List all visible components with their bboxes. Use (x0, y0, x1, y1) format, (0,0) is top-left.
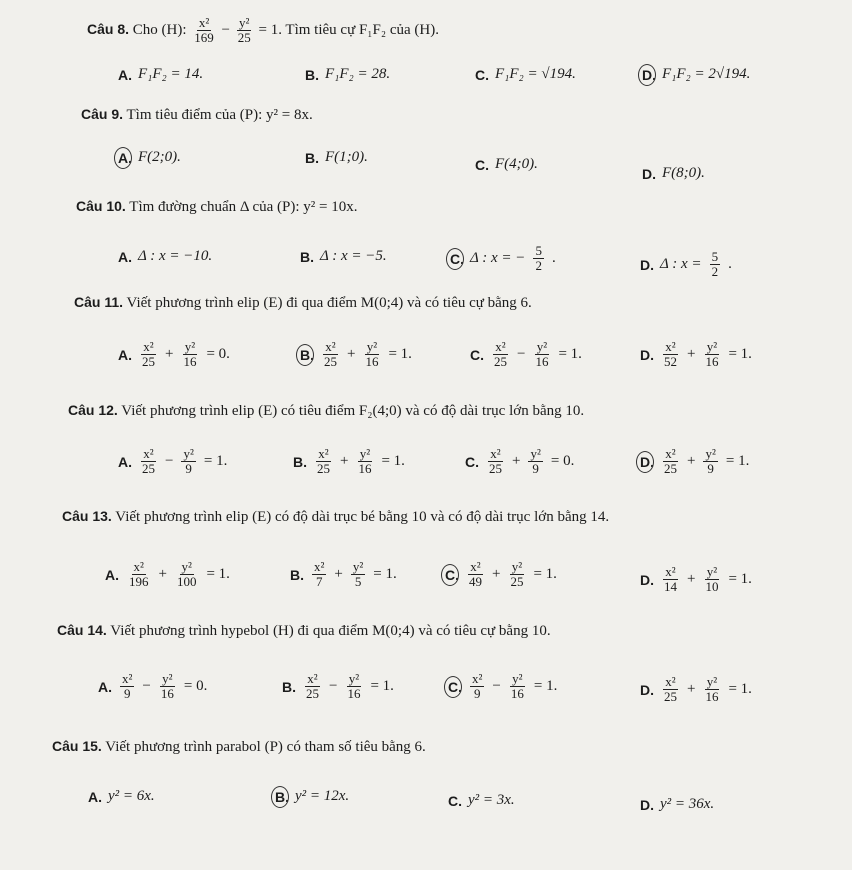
option-d[interactable]: D. y² = 36x. (640, 796, 715, 813)
option-a[interactable]: A. F₁F₂ = 14. (118, 66, 204, 83)
option-b[interactable]: B. F(1;0). (305, 149, 368, 166)
question-8-stem: Câu 8. Cho (H): $\frac{\text{x²}}{169}$ − $\frac{\text{y²}}{25}$ = 1. Tìm tiêu cự F₁F₂ của (H). (87, 15, 439, 46)
question-10-number: Câu 10. (76, 198, 126, 214)
question-11-text: Viết phương trình elip (E) đi qua điểm M(0;4) và có tiêu cự bằng 6. (126, 295, 532, 311)
question-14-stem (57, 622, 551, 640)
option-b[interactable]: B. $\frac{\text{x²}}{25}$ − $\frac{\text{y²}}{16}$ = 1. (282, 671, 394, 702)
question-15-text: Viết phương trình parabol (P) có tham số tiêu bằng 6. (105, 739, 426, 755)
option-a[interactable]: A. $\frac{\text{x²}}{196}$ + $\frac{\text{y²}}{100}$ = 1. (105, 559, 230, 590)
option-d[interactable]: D. $\frac{\text{x²}}{25}$ + $\frac{\text{y²}}{9}$ = 1. (640, 446, 750, 477)
option-a[interactable]: A. $\frac{\text{x²}}{25}$ − $\frac{\text{y²}}{9}$ = 1. (118, 446, 228, 477)
question-11-number: Câu 11. (74, 294, 124, 310)
fraction: $\frac{\text{x²}}{169}$ (194, 15, 214, 46)
option-b[interactable]: B. $\frac{\text{x²}}{7}$ + $\frac{\text{y²}}{5}$ = 1. (290, 559, 397, 590)
option-c[interactable]: C. $\frac{\text{x²}}{9}$ − $\frac{\text{y²}}{16}$ = 1. (448, 671, 558, 702)
fraction: $\frac{5}{2}$ (711, 249, 719, 280)
question-12-number: Câu 12. (68, 402, 118, 418)
question-15-number: Câu 15. (52, 738, 102, 754)
question-8-number: Câu 8. (87, 21, 130, 38)
option-b[interactable]: B. y² = 12x. (275, 788, 350, 805)
option-d[interactable]: D. F(8;0). (642, 165, 705, 182)
question-9-number: Câu 9. (81, 106, 124, 122)
option-a[interactable]: A. $\frac{\text{x²}}{25}$ + $\frac{\text{y²}}{16}$ = 0. (118, 339, 230, 370)
fraction: $\frac{5}{2}$ (535, 243, 542, 274)
option-a[interactable]: A. F(2;0). (118, 149, 181, 166)
option-b[interactable]: B. F₁F₂ = 28. (305, 66, 391, 83)
option-c[interactable]: C. $\frac{\text{x²}}{25}$ − $\frac{\text{y²}}{16}$ = 1. (470, 339, 582, 370)
option-a[interactable]: A. $\frac{\text{x²}}{9}$ − $\frac{\text{y²}}{16}$ = 0. (98, 671, 208, 702)
question-12-stem (68, 402, 584, 420)
question-14-text: Viết phương trình hypebol (H) đi qua điểm M(0;4) và có tiêu cự bằng 10. (110, 623, 551, 639)
option-b[interactable]: B. $\frac{\text{x²}}{25}$ + $\frac{\text{y²}}{16}$ = 1. (293, 446, 405, 477)
question-14-number: Câu 14. (57, 622, 107, 638)
option-d[interactable]: D. $\frac{\text{x²}}{52}$ + $\frac{\text{y²}}{16}$ = 1. (640, 339, 752, 370)
question-13-stem (62, 508, 609, 526)
question-9-stem (81, 106, 313, 124)
option-a[interactable]: A. Δ : x = −10. (118, 248, 213, 265)
option-c[interactable]: C. Δ : x = − $\frac{5}{2}$ . (450, 243, 556, 274)
question-12-text: Viết phương trình elip (E) có tiêu điểm F₂(4;0) và có độ dài trục lớn bằng 10. (121, 403, 585, 419)
option-d[interactable]: D. Δ : x = $\frac{5}{2}$ . (640, 249, 732, 280)
option-a[interactable]: A. y² = 6x. (88, 788, 155, 805)
question-10-stem (76, 198, 358, 216)
option-b[interactable]: B. $\frac{\text{x²}}{25}$ + $\frac{\text{y²}}{16}$ = 1. (300, 339, 412, 370)
option-d[interactable]: D. $\frac{\text{x²}}{14}$ + $\frac{\text{y²}}{10}$ = 1. (640, 564, 752, 595)
question-10-text: Tìm đường chuẩn Δ của (P): y² = 10x. (129, 199, 358, 215)
option-c[interactable]: C. F₁F₂ = √194. (475, 66, 576, 83)
fraction: $\frac{\text{y²}}{25}$ (237, 15, 251, 46)
question-11-stem (74, 294, 532, 312)
question-8-text: Cho (H): (132, 22, 187, 39)
question-8-rhs: = 1. Tìm tiêu cự F₁F₂ của (H). (258, 22, 439, 39)
option-d[interactable]: D. F₁F₂ = 2√194. (642, 66, 751, 83)
question-13-number: Câu 13. (62, 508, 112, 524)
option-d[interactable]: D. $\frac{\text{x²}}{25}$ + $\frac{\text{y²}}{16}$ = 1. (640, 674, 752, 705)
question-15-stem (52, 738, 426, 756)
option-c[interactable]: C. $\frac{\text{x²}}{49}$ + $\frac{\text{y²}}{25}$ = 1. (445, 559, 557, 590)
option-c[interactable]: C. $\frac{\text{x²}}{25}$ + $\frac{\text{y²}}{9}$ = 0. (465, 446, 575, 477)
question-13-text: Viết phương trình elip (E) có độ dài trục bé bằng 10 và có độ dài trục lớn bằng 14. (115, 509, 610, 525)
option-c[interactable]: C. y² = 3x. (448, 792, 515, 809)
option-b[interactable]: B. Δ : x = −5. (300, 248, 387, 265)
question-9-text: Tìm tiêu điểm của (P): y² = 8x. (126, 107, 313, 123)
option-c[interactable]: C. F(4;0). (475, 156, 538, 173)
